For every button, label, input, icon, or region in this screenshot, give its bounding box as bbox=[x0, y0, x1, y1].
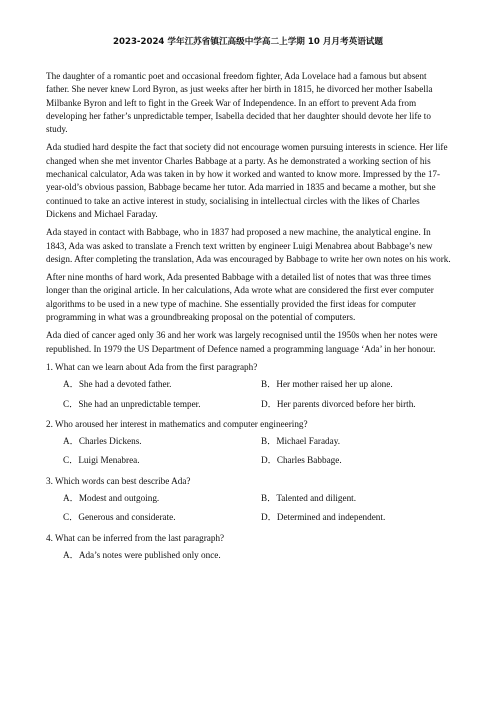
paragraph-5: Ada died of cancer aged only 36 and her work was largely recognised until the 1950s when her notes were republished. In 1979 the US Department of Defence named a programming language ‘Ada’ in her honour. bbox=[46, 330, 438, 354]
question-stem: 2. Who aroused her interest in mathematics and computer engineering? bbox=[46, 418, 308, 429]
option-b: B．Michael Faraday. bbox=[261, 436, 341, 447]
page-title: 2023-2024 学年江苏省镇江高级中学高二上学期 10 月月考英语试题 bbox=[113, 37, 383, 47]
question-options bbox=[63, 378, 452, 411]
question-options bbox=[63, 549, 452, 562]
question-2 bbox=[46, 418, 452, 468]
paragraph-4: After nine months of hard work, Ada presented Babbage with a detailed list of notes that was three times longer than the original article. In her calculations, Ada wrote what are considered the first ever computer algorithms to be used in a new type of machine. She essentially provided the first ideas for computer programming in what was a groundbreaking proposal on the potential of computers. bbox=[46, 272, 434, 323]
question-stem: 4. What can be inferred from the last paragraph? bbox=[46, 532, 225, 543]
option-c: C．Luigi Menabrea. bbox=[63, 455, 140, 466]
document-body bbox=[46, 70, 452, 569]
option-b: B．Her mother raised her up alone. bbox=[261, 379, 393, 390]
question-options bbox=[63, 435, 452, 468]
option-d: D．Her parents divorced before her birth. bbox=[261, 398, 416, 409]
option-a: A．Ada’s notes were published only once. bbox=[63, 549, 221, 560]
question-options bbox=[63, 492, 452, 525]
question-1 bbox=[46, 361, 452, 411]
option-a: A．Modest and outgoing. bbox=[63, 493, 160, 504]
option-d: D．Charles Babbage. bbox=[261, 455, 342, 466]
question-4 bbox=[46, 532, 452, 563]
paragraph-2: Ada studied hard despite the fact that society did not encourage women pursuing interests in science. Her life changed when she met inventor Charles Babbage at a party. As he demonstrated a working section of his mechanical calculator, Ada was taken in by how it worked and wanted to know more. Impressed by the 17-year-old’s obvious passion, Babbage became her tutor. Ada married in 1835 and became a mother, but she continued to take an active interest in study, socialising in intellectual circles with the likes of Charles Dickens and Michael Faraday. bbox=[46, 142, 448, 219]
option-c: C．She had an unpredictable temper. bbox=[63, 398, 201, 409]
option-c: C．Generous and considerate. bbox=[63, 512, 176, 523]
question-stem: 3. Which words can best describe Ada? bbox=[46, 475, 191, 486]
option-b: B．Talented and diligent. bbox=[261, 493, 357, 504]
paragraph-3: Ada stayed in contact with Babbage, who in 1837 had proposed a new machine, the analytical engine. In 1843, Ada was asked to translate a French text written by engineer Luigi Menabrea about Babbage’s new design. After completing the translation, Ada was encouraged by Babbage to write her own notes on his work. bbox=[46, 227, 451, 264]
option-a: A．She had a devoted father. bbox=[63, 379, 172, 390]
question-stem: 1. What can we learn about Ada from the first paragraph? bbox=[46, 361, 258, 372]
paragraph-1: The daughter of a romantic poet and occasional freedom fighter, Ada Lovelace had a famous but absent father. She never knew Lord Byron, as just weeks after her birth in 1815, he divorced her mother Isabella Milbanke Byron and left to fight in the Greek War of Independence. In an effort to prevent Ada from developing her father’s unpredictable temper, Isabella decided that her daughter should devote her life to study. bbox=[46, 71, 433, 135]
option-d: D．Determined and independent. bbox=[261, 512, 386, 523]
option-a: A．Charles Dickens. bbox=[63, 436, 142, 447]
question-3 bbox=[46, 475, 452, 525]
